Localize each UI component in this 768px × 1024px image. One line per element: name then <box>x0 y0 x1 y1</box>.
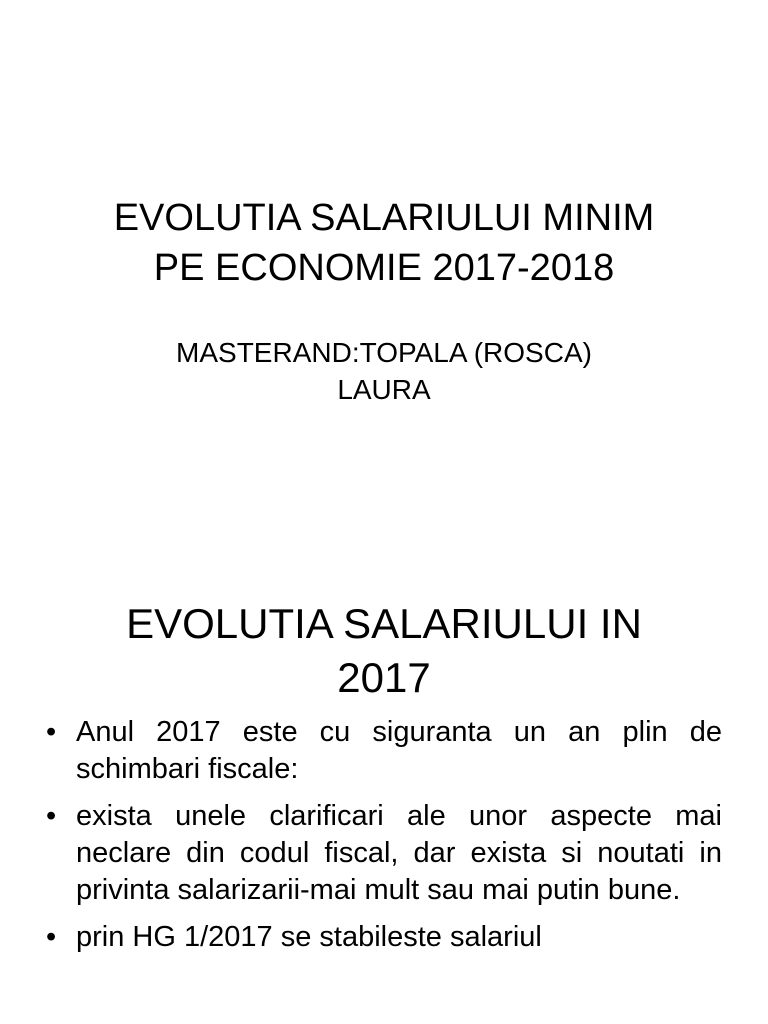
bullet-item <box>46 714 722 788</box>
bullet-dot-icon: • <box>46 716 57 748</box>
slide-heading-line-2: 2017 <box>337 654 431 701</box>
bullet-dot-icon: • <box>46 800 57 832</box>
slide-heading <box>40 597 728 705</box>
presentation-title <box>40 193 728 293</box>
bullet-list <box>46 714 722 966</box>
bullet-dot-icon: • <box>46 921 57 953</box>
bullet-text: prin HG 1/2017 se stabileste salariul <box>76 921 542 953</box>
slide-content <box>0 576 768 1024</box>
presentation-title-line-1: EVOLUTIA SALARIULUI MINIM <box>113 197 655 239</box>
presentation-subtitle-line-2: LAURA <box>337 374 431 405</box>
slide-heading-line-1: EVOLUTIA SALARIULUI IN <box>126 600 642 647</box>
presentation-subtitle <box>40 334 728 408</box>
bullet-item <box>46 798 722 909</box>
presentation-title-line-2: PE ECONOMIE 2017-2018 <box>153 247 615 289</box>
bullet-text: Anul 2017 este cu siguranta un an plin de schimbari fiscale: <box>76 716 722 785</box>
bullet-text: exista unele clarificari ale unor aspecte mai neclare din codul fiscal, dar exista si noutati in privinta salarizarii-mai mult sau mai putin bune. <box>76 800 722 906</box>
presentation-subtitle-line-1: MASTERAND:TOPALA (ROSCA) <box>176 337 592 368</box>
bullet-item <box>46 919 722 956</box>
